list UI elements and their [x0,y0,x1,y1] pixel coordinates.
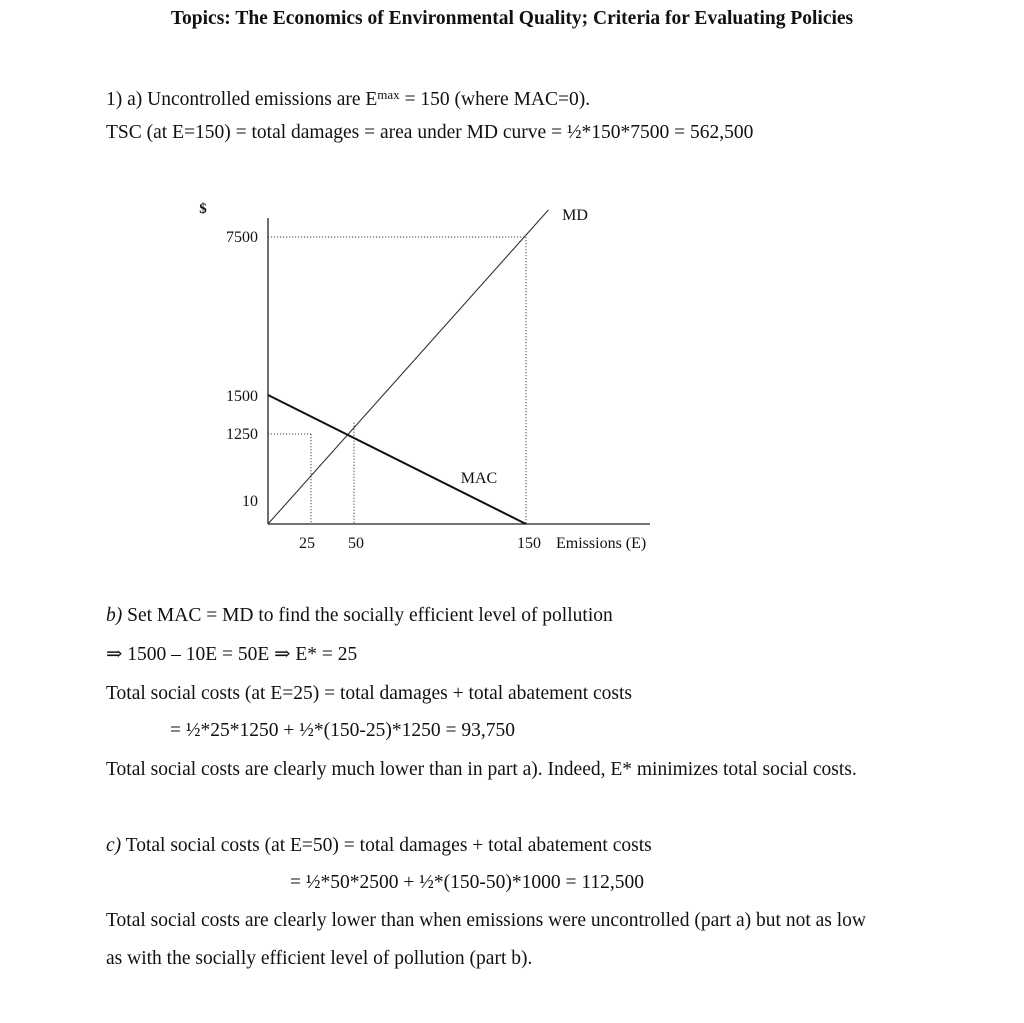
md-curve-line [268,210,548,524]
part-b-label: b) [106,605,123,626]
part-b-line-3: Total social costs (at E=25) = total damages + total abatement costs [106,683,633,704]
x-tick-label-50: 50 [348,535,364,552]
part-a-line-2: TSC (at E=150) = total damages = area under MD curve = ½*150*7500 = 562,500 [106,122,754,143]
x-axis-label: Emissions (E) [556,535,647,552]
chart-axes [268,218,650,524]
part-c-line-1 [106,834,652,858]
y-tick-label-10: 10 [242,493,258,510]
chart-labels [199,201,646,552]
part-c-line-3: Total social costs are clearly lower than when emissions were uncontrolled (part a) but not as low [106,910,866,931]
x-tick-label-25: 25 [299,535,315,552]
part-a-text-before: 1) a) Uncontrolled emissions are E [106,89,378,110]
y-tick-label-7500: 7500 [226,229,258,246]
mac-curve-label: MAC [460,470,498,487]
part-b-text: Set MAC = MD to find the socially efficient level of pollution [122,605,613,626]
y-tick-label-1250: 1250 [226,426,258,443]
x-tick-label-150: 150 [517,535,541,552]
y-axis-symbol: $ [199,201,207,217]
part-b-line-4: = ½*25*1250 + ½*(150-25)*1250 = 93,750 [170,720,515,741]
y-tick-label-1500: 1500 [226,388,258,405]
chart-curves [268,210,548,524]
part-b-line-5: Total social costs are clearly much lower than in part a). Indeed, E* minimizes total social costs. [106,759,857,780]
part-b-line-2: ⇒ 1500 – 10E = 50E ⇒ E* = 25 [106,644,358,665]
part-b-line-1 [106,604,613,628]
md-curve-label: MD [562,207,588,224]
part-c-text: Total social costs (at E=50) = total damages + total abatement costs [121,835,652,856]
page-title: Topics: The Economics of Environmental Quality; Criteria for Evaluating Policies [170,8,854,29]
part-c-line-2: = ½*50*2500 + ½*(150-50)*1000 = 112,500 [290,872,644,893]
superscript-max: max [377,87,400,102]
part-c-label: c) [106,835,122,856]
part-c-line-4: as with the socially efficient level of pollution (part b). [106,948,533,969]
part-a-text-after: = 150 (where MAC=0). [399,89,591,110]
mac-curve-line [268,395,526,524]
